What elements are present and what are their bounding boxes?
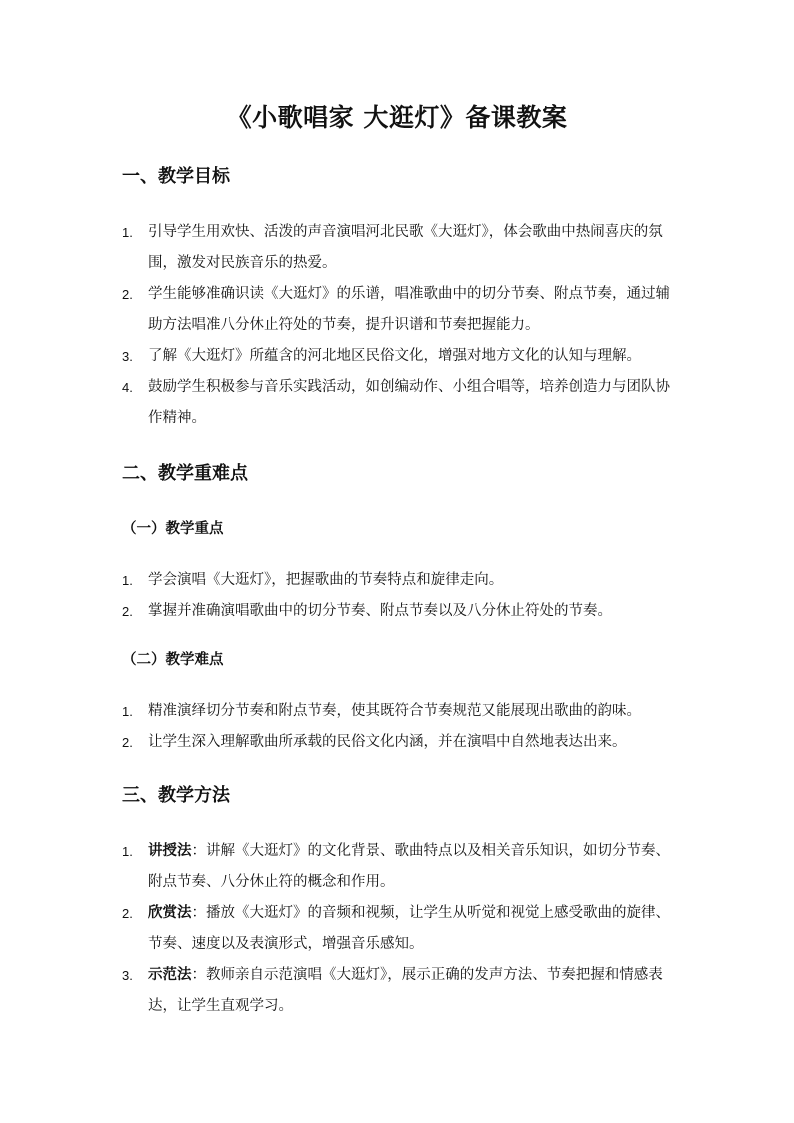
item-number: 3.: [122, 968, 133, 983]
list-item: [122, 898, 682, 960]
item-number: 2.: [122, 287, 133, 302]
list-item: [122, 279, 682, 341]
list-item: [122, 372, 682, 434]
item-text: 学生能够准确识读《大逛灯》的乐谱，唱准歌曲中的切分节奏、附点节奏，通过辅助方法唱准八分休止符处的节奏，提升识谱和节奏把握能力。: [148, 286, 670, 333]
item-text: ：播放《大逛灯》的音频和视频，让学生从听觉和视觉上感受歌曲的旋律、节奏、速度以及表演形式，增强音乐感知。: [148, 905, 670, 952]
list-item: [122, 217, 682, 279]
item-text: 掌握并准确演唱歌曲中的切分节奏、附点节奏以及八分休止符处的节奏。: [148, 603, 612, 619]
list-item: [122, 727, 682, 758]
item-text: 让学生深入理解歌曲所承载的民俗文化内涵，并在演唱中自然地表达出来。: [148, 734, 627, 750]
item-number: 1.: [122, 225, 133, 240]
item-number: 1.: [122, 573, 133, 588]
subsection-heading-key: （一）教学重点: [122, 521, 224, 537]
subsection-heading-difficult: （二）教学难点: [122, 652, 224, 668]
item-text: 学会演唱《大逛灯》，把握歌曲的节奏特点和旋律走向。: [148, 572, 504, 588]
method-term: 欣赏法: [148, 905, 192, 921]
list-item: [122, 341, 682, 372]
methods-list: [122, 836, 682, 1022]
objectives-list: [122, 217, 682, 434]
item-number: 2.: [122, 906, 133, 921]
item-text: 精准演绎切分节奏和附点节奏，使其既符合节奏规范又能展现出歌曲的韵味。: [148, 703, 641, 719]
list-item: [122, 960, 682, 1022]
item-text: 鼓励学生积极参与音乐实践活动，如创编动作、小组合唱等，培养创造力与团队协作精神。: [148, 379, 670, 426]
list-item: [122, 696, 682, 727]
item-number: 2.: [122, 735, 133, 750]
list-item: [122, 565, 682, 596]
document-title: 《小歌唱家 大逛灯》备课教案: [226, 103, 568, 132]
section-heading-objectives: 一、教学目标: [122, 166, 230, 187]
item-text: 引导学生用欢快、活泼的声音演唱河北民歌《大逛灯》，体会歌曲中热闹喜庆的氛围，激发对民族音乐的热爱。: [148, 224, 663, 271]
item-number: 4.: [122, 380, 133, 395]
item-number: 1.: [122, 704, 133, 719]
list-item: [122, 836, 682, 898]
item-number: 2.: [122, 604, 133, 619]
item-text: 了解《大逛灯》所蕴含的河北地区民俗文化，增强对地方文化的认知与理解。: [148, 348, 641, 364]
item-text: ：讲解《大逛灯》的文化背景、歌曲特点以及相关音乐知识，如切分节奏、附点节奏、八分休止符的概念和作用。: [148, 843, 670, 890]
list-item: [122, 596, 682, 627]
item-number: 3.: [122, 349, 133, 364]
method-term: 讲授法: [148, 843, 192, 859]
method-term: 示范法: [148, 967, 192, 983]
item-text: ：教师亲自示范演唱《大逛灯》，展示正确的发声方法、节奏把握和情感表达，让学生直观学习。: [148, 967, 663, 1014]
key-points-list: [122, 565, 682, 627]
section-heading-key-points: 二、教学重难点: [122, 463, 248, 484]
difficult-points-list: [122, 696, 682, 758]
item-number: 1.: [122, 844, 133, 859]
section-heading-methods: 三、教学方法: [122, 785, 230, 806]
